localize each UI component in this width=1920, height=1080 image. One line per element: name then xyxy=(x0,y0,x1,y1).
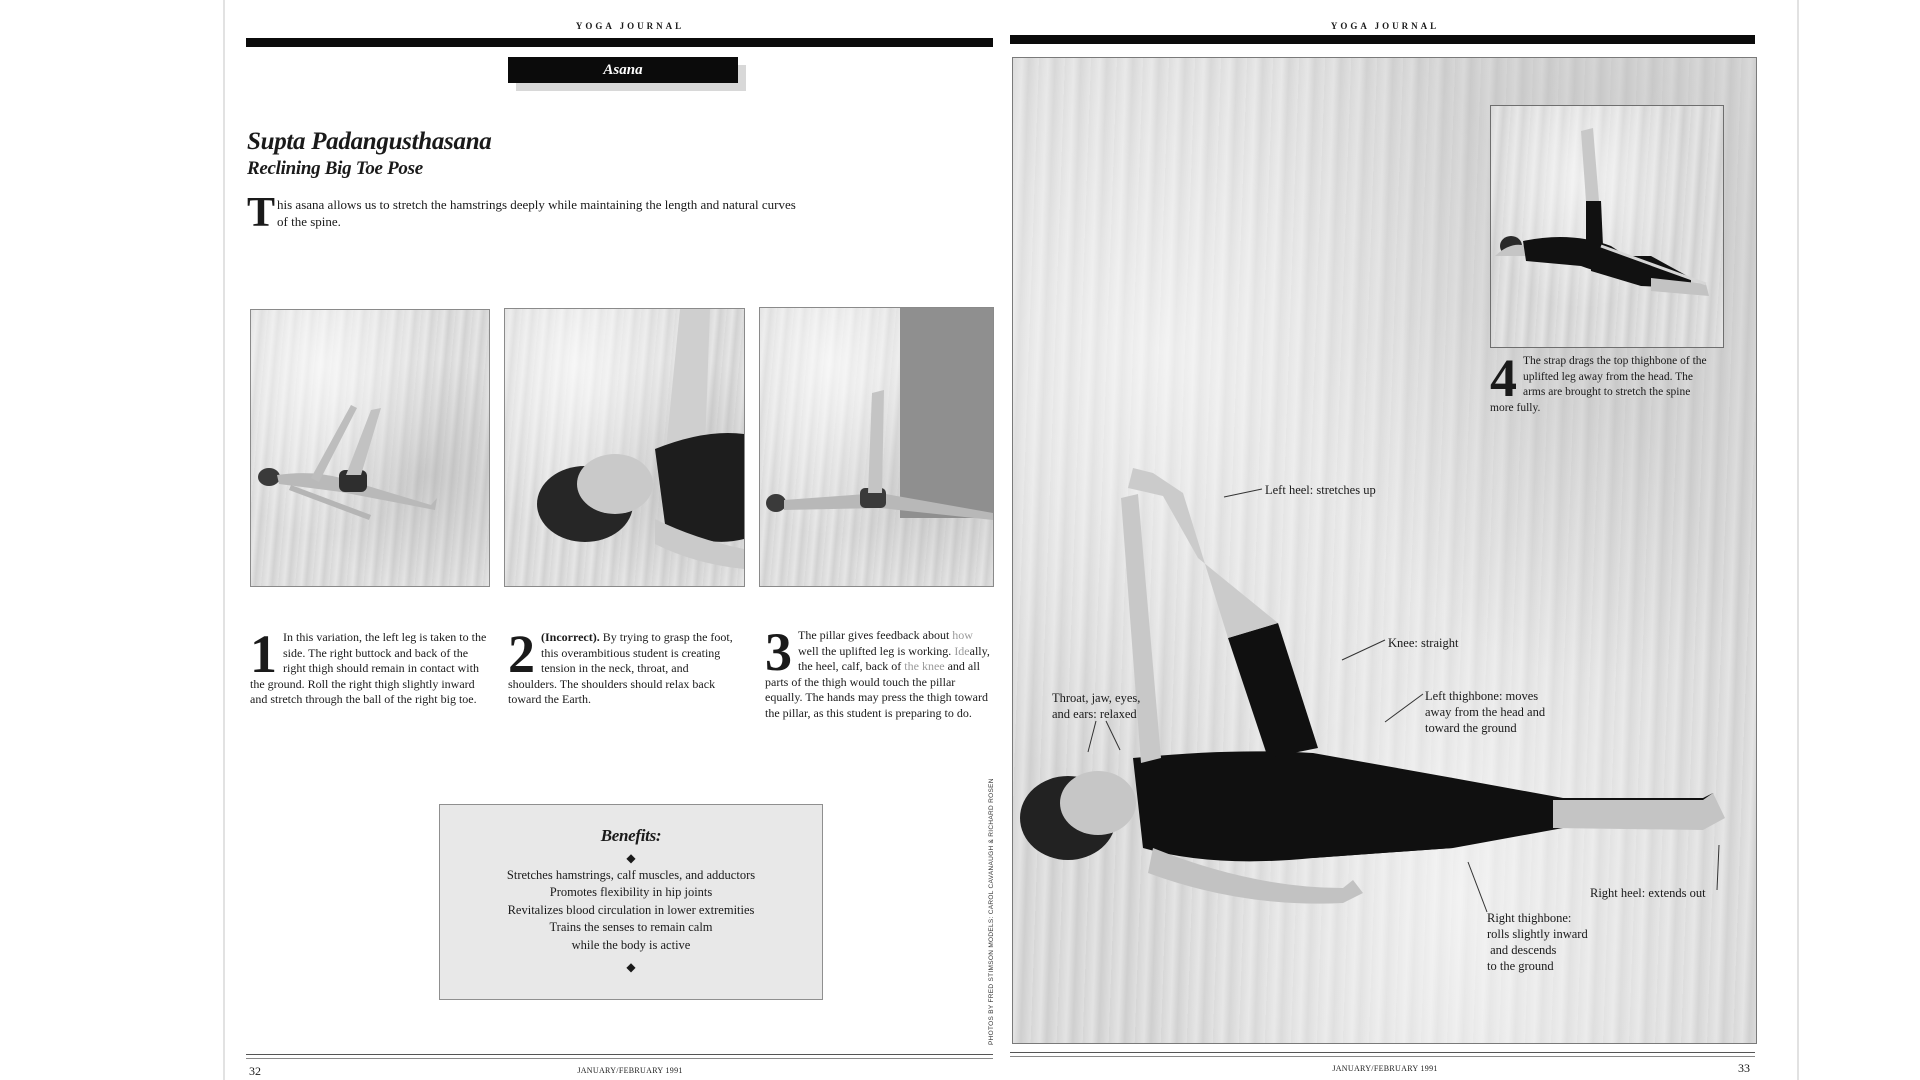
callout-left-thighbone xyxy=(1425,688,1545,736)
step-text-faded: how xyxy=(952,628,973,642)
benefit-item: Trains the senses to remain calm xyxy=(549,920,713,934)
photo-credit: PHOTOS BY FRED STIMSON MODELS: CAROL CAVANAUGH & RICHARD ROSEN xyxy=(988,778,995,1045)
callout-line: to the ground xyxy=(1487,959,1554,973)
section-tab: Asana xyxy=(508,57,738,83)
pillar-figure-illustration xyxy=(760,308,993,586)
step-number: 2 xyxy=(508,624,535,684)
intro-text: his asana allows us to stretch the hamstrings deeply while maintaining the length and natural curves of the spine. xyxy=(277,197,796,229)
footer-rule-left-2 xyxy=(246,1058,993,1059)
benefit-item: while the body is active xyxy=(571,937,691,952)
callout-right-thighbone xyxy=(1487,910,1588,974)
page-number-right: 33 xyxy=(1738,1061,1750,1075)
callout-line: rolls slightly inward xyxy=(1487,927,1588,941)
callout-line: toward the ground xyxy=(1425,721,1517,735)
masthead-left: YOGA JOURNAL xyxy=(575,21,685,31)
benefit-item: Promotes flexibility in hip joints xyxy=(549,885,713,899)
footer-rule-right xyxy=(1010,1052,1755,1053)
diamond-ornament-icon: ◆ xyxy=(626,960,636,974)
step-text: In this variation, the left leg is taken to the side. The right buttock and back of the right thigh should remain in contact with the ground. Roll the right thigh slightly inward and stretch through the ball of the right big toe. xyxy=(250,630,487,706)
callout-right-heel: Right heel: extends out xyxy=(1590,886,1706,900)
page-number-left: 32 xyxy=(249,1064,261,1078)
benefits-heading: Benefits: xyxy=(600,826,662,845)
step-2 xyxy=(508,624,740,708)
step-text: well the uplifted leg is working. xyxy=(798,643,955,658)
close-up-figure-illustration xyxy=(505,309,744,586)
step-text: The pillar gives feedback about xyxy=(798,628,953,642)
page-title: Supta Padangusthasana xyxy=(247,128,492,155)
right-margin-line xyxy=(1797,0,1799,1080)
callout-line: and ears: relaxed xyxy=(1052,707,1137,721)
page-subtitle: Reclining Big Toe Pose xyxy=(247,158,423,179)
step-text-faded: the knee xyxy=(904,659,945,673)
step-text: By trying to grasp the foot, this overambitious student is creating tension in the neck, throat, and shoulders. The shoulders should relax back toward the Earth. xyxy=(508,630,733,706)
step-text-faded: Ide xyxy=(954,643,970,658)
dateline-left: JANUARY/FEBRUARY 1991 xyxy=(577,1066,683,1075)
step-number: 4 xyxy=(1490,348,1517,408)
footer-rule-left xyxy=(246,1054,993,1055)
callout-line: and descends xyxy=(1487,943,1557,957)
reclining-figure-illustration xyxy=(251,310,489,586)
benefit-item: Revitalizes blood circulation in lower extremities xyxy=(507,902,755,917)
masthead-right: YOGA JOURNAL xyxy=(1330,21,1440,31)
callout-line: away from the head and xyxy=(1425,705,1546,719)
step-bold-prefix: (Incorrect). xyxy=(541,630,600,644)
strap-pose-illustration xyxy=(1491,106,1723,347)
dateline-right: JANUARY/FEBRUARY 1991 xyxy=(1332,1064,1438,1073)
step-text: and all parts of the thigh would touch the pillar equally. The hands may press the thigh toward the pillar, as this student is preparing to do. xyxy=(765,659,988,720)
step-3 xyxy=(765,622,995,721)
callout-left-heel: Left heel: stretches up xyxy=(1265,483,1376,497)
intro-paragraph xyxy=(247,190,807,236)
callout-line: Throat, jaw, eyes, xyxy=(1052,691,1141,705)
step-number: 3 xyxy=(765,622,792,682)
step-text: The strap drags the top thighbone of the uplifted leg away from the head. The arms are brought to stretch the spine more fully. xyxy=(1490,355,1707,414)
drop-cap: T xyxy=(247,190,276,236)
step-text: ally, the heel, calf, back of xyxy=(798,643,990,673)
step1-photo xyxy=(250,309,490,587)
step3-photo xyxy=(759,307,994,587)
callout-knee: Knee: straight xyxy=(1388,636,1459,650)
header-rule-right xyxy=(1010,35,1755,44)
callout-line: Right thighbone: xyxy=(1487,911,1572,925)
benefit-item: Stretches hamstrings, calf muscles, and adductors xyxy=(506,867,756,882)
diamond-ornament-icon: ◆ xyxy=(626,850,636,865)
step2-photo xyxy=(504,308,745,587)
step-1 xyxy=(250,624,488,708)
callout-line: Left thighbone: moves xyxy=(1425,689,1539,703)
step-number: 1 xyxy=(250,624,277,684)
callout-throat xyxy=(1052,690,1140,722)
footer-rule-right-2 xyxy=(1010,1056,1755,1057)
step4-inset-photo xyxy=(1490,105,1724,348)
step-4 xyxy=(1490,348,1715,416)
benefits-box xyxy=(439,804,823,1000)
